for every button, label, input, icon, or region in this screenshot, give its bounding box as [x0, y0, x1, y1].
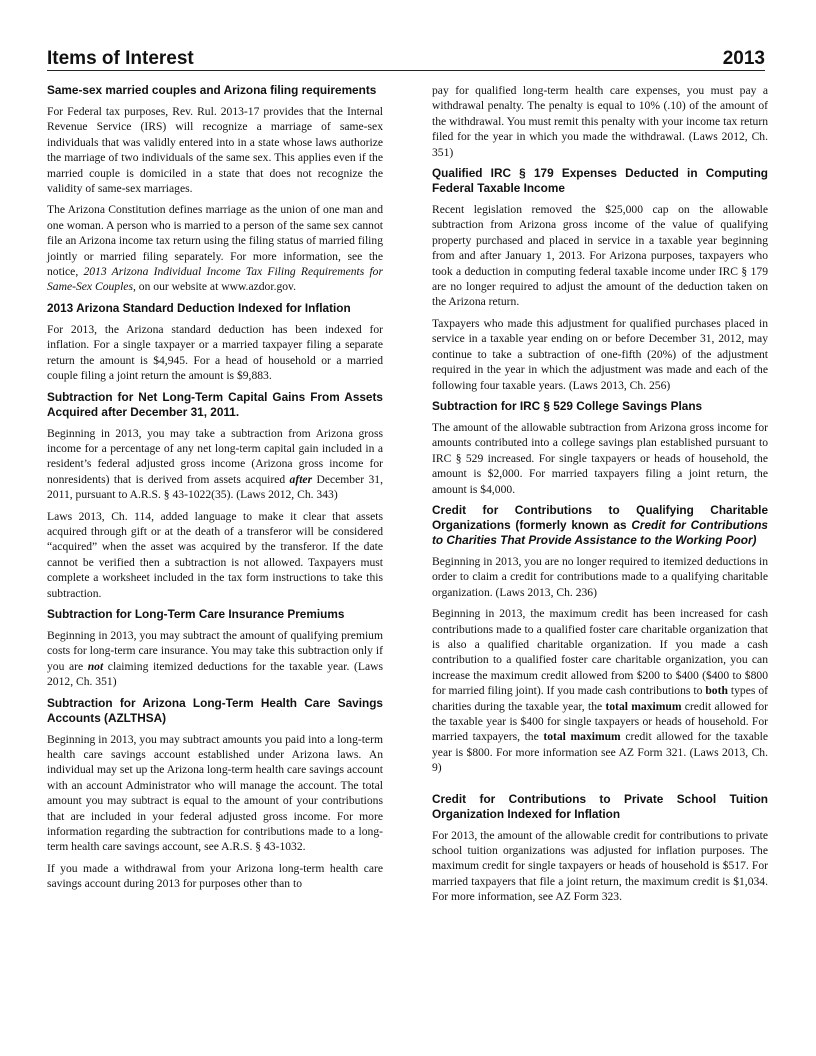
left-column [47, 83, 383, 898]
paragraph: The Arizona Constitution defines marriage as the union of one man and one woman. A person who is married to a person of the same sex cannot file an Arizona income tax return using the filing status of married filing jointly or married filing separately. For more information, see the notice, 2013 Arizona Individual Income Tax Filing Requirements for Same-Sex Couples, on our website at www.azdor.gov. [47, 203, 383, 294]
section-long-term-care-insurance [47, 607, 383, 690]
right-column [432, 83, 768, 911]
section-heading: Subtraction for Arizona Long-Term Health Care Savings Accounts (AZLTHSA) [47, 695, 383, 725]
section-heading: Credit for Contributions to Qualifying Charitable Organizations (formerly known as Credit for Contributions to Charities That Provide Assistance to the Working Poor) [432, 502, 768, 547]
paragraph: The amount of the allowable subtraction from Arizona gross income for amounts contributed into a college savings plan established pursuant to IRC § 529 increased. For single taxpayers or heads of household, the amount is $2,000. For married taxpayers filing a joint return, the amount is $4,000. [432, 420, 768, 496]
section-private-school-tuition-credit [432, 792, 768, 905]
section-heading: Subtraction for Long-Term Care Insurance Premiums [47, 606, 345, 621]
section-irc-179 [432, 166, 768, 393]
paragraph: Beginning in 2013, you may subtract the amount of qualifying premium costs for long-term care insurance. You may take this subtraction only if you are not claiming itemized deductions for the taxable year. (Laws 2012, Ch. 351) [47, 628, 383, 689]
section-heading: Credit for Contributions to Private School Tuition Organization Indexed for Inflation [432, 791, 768, 821]
section-heading: Same-sex married couples and Arizona filing requirements [47, 83, 377, 97]
paragraph: If you made a withdrawal from your Arizona long-term health care savings account during 2013 for purposes other than to [47, 861, 383, 891]
page-header [47, 48, 765, 71]
section-heading: Qualified IRC § 179 Expenses Deducted in Computing Federal Taxable Income [432, 166, 768, 196]
section-heading: Subtraction for IRC § 529 College Savings Plans [432, 398, 703, 413]
section-irc-529 [432, 399, 768, 497]
paragraph: Recent legislation removed the $25,000 cap on the allowable subtraction from Arizona gross income of the value of qualifying property purchased and placed in service in a taxable year beginning from and after January 1, 2013. For Arizona purposes, taxpayers who took a deduction in computing federal taxable income under IRC § 179 are no longer required to adjust the amount of the deduction taken on the Arizona return. [432, 203, 768, 309]
paragraph: Beginning in 2013, you may subtract amounts you paid into a long-term health care savings account established under Arizona laws. An individual may set up the Arizona long-term health care savings account with an account Administrator who will manage the account. The total amount you may subtract is equal to the amount of your contributions that are included in your federal adjusted gross income. For more information regarding the subtraction for contributions made to a long-term health care savings account, see A.R.S. § 43-1032. [47, 732, 383, 854]
paragraph: For 2013, the amount of the allowable credit for contributions to private school tuition organizations was adjusted for inflation purposes. The maximum credit for single taxpayers or heads of household is $517. For married taxpayers that file a joint return, the maximum credit is $1,034. For more information, see AZ Form 323. [432, 828, 768, 904]
page-title: Items of Interest [47, 48, 194, 69]
section-same-sex-married-couples [47, 83, 383, 295]
paragraph-continued: pay for qualified long-term health care expenses, you must pay a withdrawal penalty. The penalty is equal to 10% (.10) of the amount of the withdrawal. You must remit this penalty with your income tax return filed for the year in which you made the withdrawal. (Laws 2012, Ch. 351) [432, 84, 768, 159]
section-capital-gains-subtraction [47, 390, 383, 601]
paragraph: Taxpayers who made this adjustment for qualified purchases placed in service in a taxable year ending on or before December 31, 2012, may continue to take a subtraction of one-fifth (20%) of the adjustment required in the year in which the adjustment was made and each of the following four taxable years. (Laws 2013, Ch. 256) [432, 316, 768, 392]
paragraph: Beginning in 2013, the maximum credit has been increased for cash contributions made to a qualified foster care charitable organization that is also a qualified charitable organization. If you made a cash contribution to a qualified foster care charitable organization, you can increase the maximum credit allowed from $200 to $400 ($400 to $800 for married filing joint). If you made cash contributions to both types of charities during the taxable year, the total maximum credit allowed for the taxable year is $400 for single taxpayers or heads of household. For married taxpayers, the total maximum credit allowed for the taxable year is $800. For more information see AZ Form 321. (Laws 2013, Ch. 9) [432, 607, 768, 775]
paragraph: Beginning in 2013, you are no longer required to itemized deductions in order to claim a credit for contributions made to a qualifying charitable organization. (Laws 2013, Ch. 236) [432, 554, 768, 599]
section-heading: 2013 Arizona Standard Deduction Indexed for Inflation [47, 300, 351, 315]
paragraph: Beginning in 2013, you may take a subtraction from Arizona gross income for a percentage of any net long-term capital gain included in a resident’s federal adjusted gross income (Arizona gross income for nonresidents) that is derived from assets acquired after December 31, 2011, pursuant to A.R.S. § 43-1022(35). (Laws 2012, Ch. 343) [47, 426, 383, 502]
section-standard-deduction [47, 301, 383, 384]
section-health-care-savings-accounts [47, 696, 383, 892]
paragraph: For Federal tax purposes, Rev. Rul. 2013-17 provides that the Internal Revenue Service (IRS) will recognize a marriage of same-sex individuals that was validly entered into in a state whose laws authorize the marriage of two individuals of the same sex. This applies even if the married couple is domiciled in a state that does not recognize the validity of same-sex marriages. [47, 105, 383, 196]
page-year: 2013 [722, 48, 765, 69]
paragraph: For 2013, the Arizona standard deduction has been indexed for inflation. For a single taxpayer or a married taxpayer filing a separate return the amount is $4,945. For a head of household or a married couple filing a joint return the amount is $9,883. [47, 322, 383, 383]
paragraph: Laws 2013, Ch. 114, added language to make it clear that assets acquired through gift or at the death of a transferor will be considered “acquired” when the asset was acquired by the transferor. If the date cannot be verified then a subtraction is not allowed. Taxpayers must complete a worksheet included in the tax form instructions to take this subtraction. [47, 509, 383, 600]
section-heading: Subtraction for Net Long-Term Capital Gains From Assets Acquired after December 31, 2011. [47, 389, 383, 419]
section-charitable-credit [432, 503, 768, 776]
